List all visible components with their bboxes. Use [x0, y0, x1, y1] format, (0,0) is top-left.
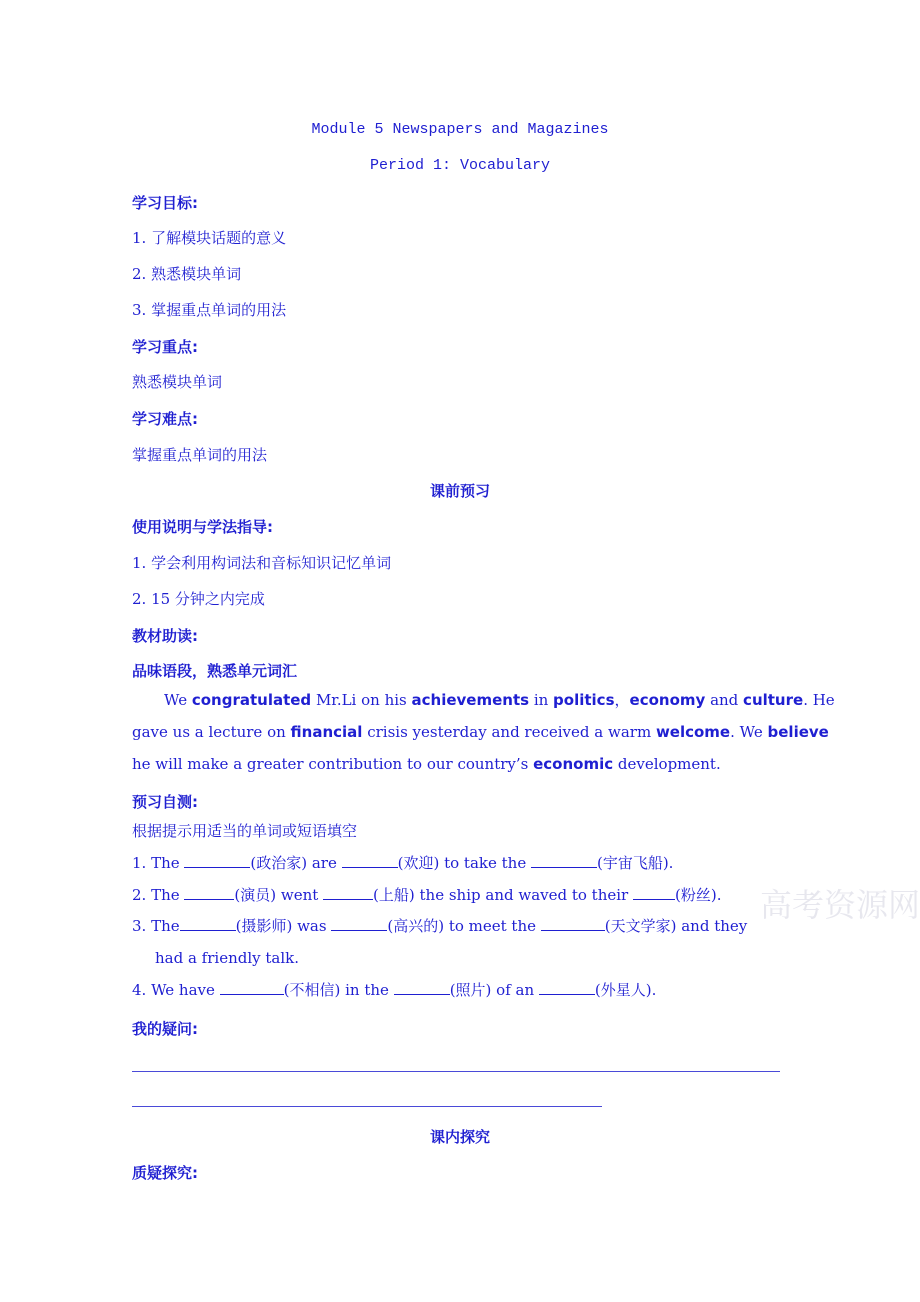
vocab-word: financial: [290, 723, 363, 741]
vocab-word: believe: [767, 723, 829, 741]
vocab-word: congratulated: [191, 691, 312, 709]
answer-line[interactable]: [132, 1071, 780, 1072]
answer-blank[interactable]: [531, 853, 597, 868]
vocab-word: achievements: [411, 691, 530, 709]
answer-blank[interactable]: [394, 980, 450, 995]
difficulties-heading: 学习难点:: [132, 410, 198, 428]
difficulties-text: 掌握重点单词的用法: [132, 446, 268, 464]
exercise-question-3: 3. The (摄影师) was (高兴的) to meet the (天文学家) and they: [132, 917, 748, 935]
answer-blank[interactable]: [184, 853, 250, 868]
reading-heading: 品味语段，熟悉单元词汇: [132, 662, 298, 680]
textbook-heading: 教材助读:: [132, 627, 198, 645]
vocab-word: economic: [533, 755, 614, 773]
answer-blank[interactable]: [180, 916, 236, 931]
exercise-question-3-cont: had a friendly talk.: [155, 949, 300, 967]
reading-paragraph-line: We congratulated Mr.Li on his achievements in politics，economy and culture. He: [164, 691, 835, 709]
answer-line[interactable]: [132, 1106, 602, 1107]
vocab-word: economy: [629, 691, 706, 709]
objectives-heading: 学习目标:: [132, 194, 198, 212]
objective-item: 2. 熟悉模块单词: [132, 265, 242, 283]
instruction-item: 1. 学会利用构词法和音标知识记忆单词: [132, 554, 392, 572]
watermark: 高考资源网: [760, 886, 920, 924]
answer-blank[interactable]: [184, 885, 234, 900]
answer-blank[interactable]: [541, 916, 605, 931]
exercise-question-1: 1. The (政治家) are (欢迎) to take the (宇宙飞船).: [132, 854, 674, 872]
answer-blank[interactable]: [633, 885, 675, 900]
inquiry-heading: 质疑探究:: [132, 1164, 198, 1182]
instructions-heading: 使用说明与学法指导:: [132, 518, 273, 536]
instruction-item: 2. 15 分钟之内完成: [132, 590, 265, 608]
page-title: Module 5 Newspapers and Magazines: [311, 121, 609, 138]
self-test-heading: 预习自测:: [132, 793, 198, 811]
self-test-instruction: 根据提示用适当的单词或短语填空: [132, 822, 358, 840]
answer-blank[interactable]: [220, 980, 284, 995]
exercise-question-4: 4. We have (不相信) in the (照片) of an (外星人).: [132, 981, 657, 999]
answer-blank[interactable]: [539, 980, 595, 995]
objective-item: 1. 了解模块话题的意义: [132, 229, 287, 247]
inclass-section-title: 课内探究: [429, 1128, 490, 1146]
answer-blank[interactable]: [331, 916, 387, 931]
exercise-question-2: 2. The (演员) went (上船) the ship and waved to their (粉丝).: [132, 886, 722, 904]
answer-blank[interactable]: [342, 853, 398, 868]
vocab-word: welcome: [655, 723, 731, 741]
vocab-word: culture: [743, 691, 804, 709]
reading-paragraph-line: gave us a lecture on financial crisis yesterday and received a warm welcome. We believe: [132, 723, 829, 741]
page-subtitle: Period 1: Vocabulary: [369, 157, 551, 174]
answer-blank[interactable]: [323, 885, 373, 900]
questions-heading: 我的疑问:: [132, 1020, 198, 1038]
preview-section-title: 课前预习: [429, 482, 490, 500]
objective-item: 3. 掌握重点单词的用法: [132, 301, 287, 319]
key-points-heading: 学习重点:: [132, 338, 198, 356]
reading-paragraph-line: he will make a greater contribution to our country’s economic development.: [132, 755, 721, 773]
vocab-word: politics: [553, 691, 615, 709]
key-points-text: 熟悉模块单词: [132, 373, 223, 391]
